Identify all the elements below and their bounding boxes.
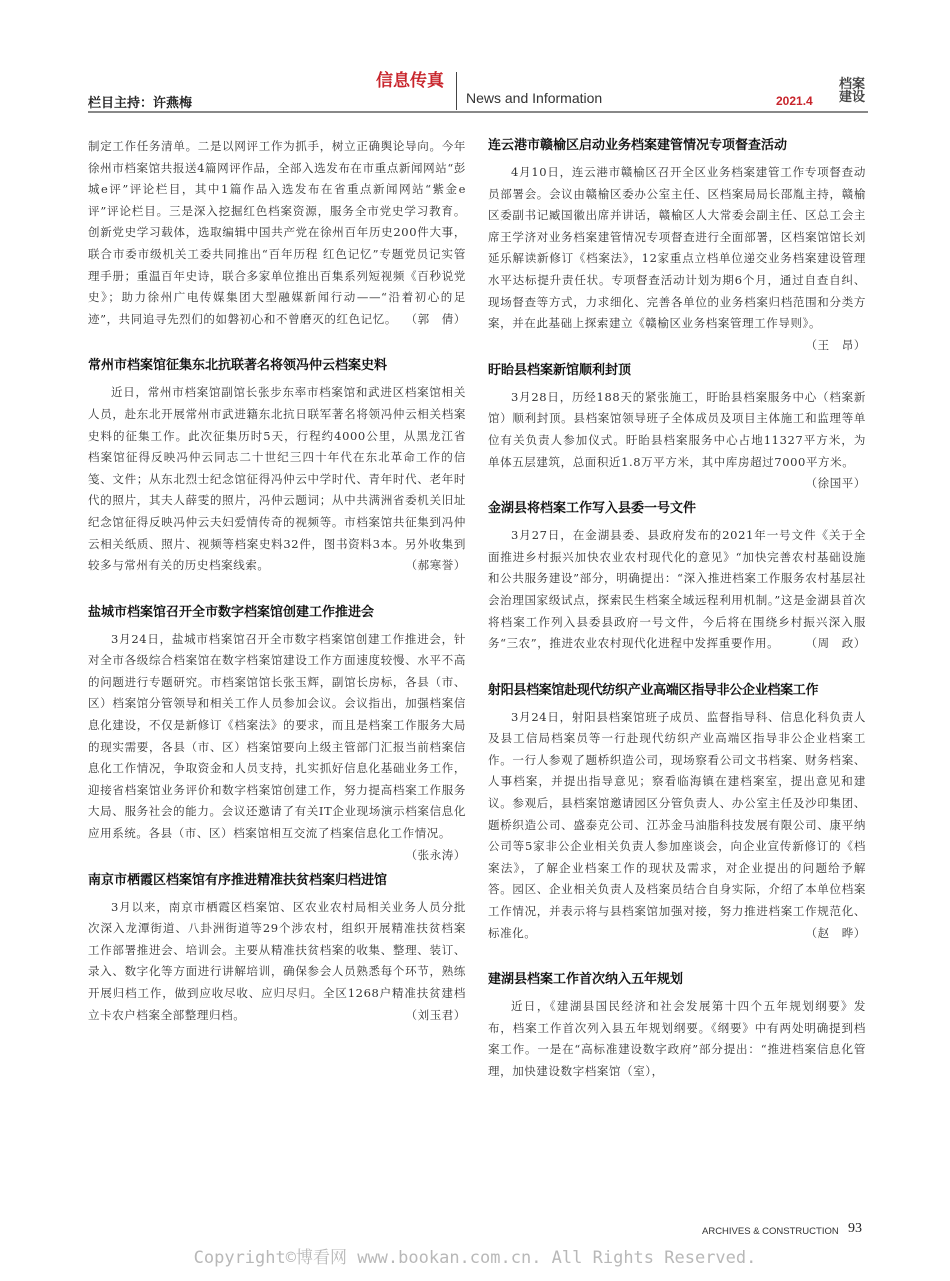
journal-name-en: ARCHIVES & CONSTRUCTION	[702, 1226, 839, 1237]
article-body: 3月27日，在金湖县委、县政府发布的2021年一号文件《关于全面推进乡村振兴加快农业农村现代化的意见》“加快完善农村基础设施和公共服务建设”部分，明确提出：“深入推进档案工作服务农村基层社会治理国家级试点，探索民生档案全域远程利用机制。”这是金湖县首次将档案工作列入县委县政府一号文件，今后将在围绕乡村振兴深入服务“三农”，推进农业农村现代化进程中发挥重要作用。 （周 政）	[488, 525, 866, 655]
column-editor: 栏目主持：许燕梅	[88, 96, 193, 111]
header-separator	[456, 72, 457, 110]
header-rule	[88, 111, 868, 113]
article	[88, 136, 466, 330]
article-headline: 常州市档案馆征集东北抗联著名将领冯仲云档案史料	[88, 358, 388, 374]
article-author: （王 昂）	[805, 337, 866, 352]
logo-line-2: 建设	[838, 90, 865, 105]
section-title: 信息传真	[376, 71, 444, 91]
article	[488, 681, 866, 945]
issue-date: 2021.4	[776, 94, 813, 108]
article-author: （郝寒誉）	[405, 558, 466, 573]
article-body: 4月10日，连云港市赣榆区召开全区业务档案建管工作专项督查动员部署会。会议由赣榆区委办公室主任、区档案局局长邵胤主持，赣榆区委副书记臧国徽出席并讲话，赣榆区人大常委会副主任、区总工会主席王学济对业务档案建管情况专项督查进行全面部署，区档案馆馆长刘延乐解读新修订《档案法》，12家重点立档单位递交业务档案建设管理水平达标提升责任状。专项督查活动计划为期6个月，通过自查自纠、现场督查等方式，力求细化、完善各单位的业务档案归档范围和分类方案，并在此基础上探索建立《赣榆区业务档案管理工作导则》。 （王 昂）	[488, 162, 866, 335]
article-author: （徐国平）	[805, 476, 866, 491]
article	[88, 871, 466, 1027]
article-body: 制定工作任务清单。二是以网评工作为抓手，树立正确舆论导向。今年徐州市档案馆共报送4篇网评作品，全部入选发布在市重点新闻网站“彭城e评”评论栏目，其中1篇作品入选发布在省重点新闻网站“紫金e评”评论栏目。三是深入挖掘红色档案资源，服务全市党史学习教育。创新党史学习载体，选取编辑中国共产党在徐州百年历史200件大事，联合市委市级机关工委共同推出“百年历程 红色记忆”专题党员记实管理手册；重温百年史诗，联合多家单位推出百集系列短视频《百秒说党史》；助力徐州广电传媒集团大型融媒新闻行动——“沿着初心的足迹”，共同追寻先烈们的如磐初心和不曾磨灭的红色记忆。 （郭 倩）	[88, 136, 466, 330]
article-author: （张永涛）	[405, 847, 466, 862]
article	[488, 136, 866, 352]
article-headline: 盱眙县档案新馆顺利封顶	[488, 362, 632, 378]
article-body: 近日，《建湖县国民经济和社会发展第十四个五年规划纲要》发布，档案工作首次列入县五年规划纲要。《纲要》中有两处明确提到档案工作。一是在“高标准建设数字政府”部分提出：“推进档案信息化管理，加快建设数字档案馆（室），	[488, 999, 866, 1078]
article-author: （赵 晔）	[805, 925, 866, 940]
article-body: 3月24日，射阳县档案馆班子成员、监督指导科、信息化科负责人及县工信局档案员等一行赴现代纺织产业高端区指导非公企业档案工作。一行人参观了题桥织造公司，现场察看公司文书档案、财务档案、人事档案，并提出指导意见；察看临海镇在建档案室，提出意见和建议。参观后，县档案馆邀请园区分管负责人、办公室主任及沙印集团、题桥织造公司、盛泰克公司、江苏金马油脂科技发展有限公司、康平纳公司等5家非公企业相关负责人参加座谈会，向企业宣传新修订的《档案法》，了解企业档案工作的现状及需求，对企业提出的问题给予解答。园区、企业相关负责人及档案员结合自身实际，介绍了本单位档案工作情况，并表示将与县档案馆加强对接，努力推进档案工作规范化、标准化。 （赵 晔）	[488, 707, 866, 945]
article	[488, 970, 866, 1082]
article-headline: 射阳县档案馆赴现代纺织产业高端区指导非公企业档案工作	[488, 682, 819, 698]
page-header	[0, 0, 950, 118]
article-headline: 南京市栖霞区档案馆有序推进精准扶贫档案归档进馆	[88, 872, 388, 888]
article-body: 3月以来，南京市栖霞区档案馆、区农业农村局相关业务人员分批次深入龙潭街道、八卦洲街道等29个涉农村，组织开展精准扶贫档案工作部署推进会、培训会。主要从精准扶贫档案的收集、整理、装订、录入、数字化等方面进行讲解培训，确保参会人员熟悉每个环节，熟练开展归档工作，做到应收尽收、应归尽归。全区1268户精准扶贫建档立卡农户档案全部整理归档。 （刘玉君）	[88, 897, 466, 1027]
article-headline: 金湖县将档案工作写入县委一号文件	[488, 501, 697, 517]
left-column	[88, 136, 466, 1052]
copyright-notice: Copyright©博看网 www.bookan.com.cn. All Rights Reserved.	[193, 1248, 757, 1268]
article-author: （周 政）	[805, 636, 866, 651]
article-headline: 连云港市赣榆区启动业务档案建管情况专项督查活动	[488, 138, 788, 153]
article	[88, 356, 466, 576]
right-column	[488, 136, 866, 1109]
page-number: 93	[848, 1221, 862, 1236]
article-author: （郭 倩）	[405, 311, 466, 326]
article-headline: 建湖县档案工作首次纳入五年规划	[488, 972, 684, 988]
article-author: （刘玉君）	[405, 1007, 466, 1022]
article	[88, 603, 466, 862]
article-body: 近日，常州市档案馆副馆长张步东率市档案馆和武进区档案馆相关人员，赴东北开展常州市武进籍东北抗日联军著名将领冯仲云相关档案史料的征集工作。此次征集历时5天，行程约4000公里，从黑龙江省档案馆征得反映冯仲云同志二十世纪三四十年代在东北革命工作的信笺、文件；从东北烈士纪念馆征得冯仲云中学时代、青年时代、老年时代的照片，其夫人薛雯的照片，冯仲云题词；从中共满洲省委机关旧址纪念馆征得反映冯仲云夫妇爱情传奇的视频等。市档案馆共征集到冯仲云相关纸质、照片、视频等档案史料32件，图书资料3本。另外收集到较多与常州有关的历史档案线索。 （郝寒誉）	[88, 382, 466, 576]
journal-logo	[835, 78, 869, 104]
article	[488, 361, 866, 491]
section-title-en: News and Information	[466, 90, 603, 106]
article-body: 3月28日，历经188天的紧张施工，盱眙县档案服务中心（档案新馆）顺利封顶。县档案馆领导班子全体成员及项目主体施工和监理等单位有关负责人参加仪式。盱眙县档案服务中心占地11327平方米，为单体五层建筑，总面积近1.8万平方米，其中库房超过7000平方米。 （徐国平）	[488, 387, 866, 473]
article-headline: 盐城市档案馆召开全市数字档案馆创建工作推进会	[88, 604, 375, 620]
logo-line-1: 档案	[838, 77, 865, 92]
article	[488, 499, 866, 655]
article-body: 3月24日，盐城市档案馆召开全市数字档案馆创建工作推进会，针对全市各级综合档案馆在数字档案馆建设工作方面速度较慢、水平不高的问题进行专题研究。市档案馆馆长张玉辉，副馆长房标，各县（市、区）档案馆分管领导和相关工作人员参加会议。会议指出，加强档案信息化建设，不仅是新修订《档案法》的要求，而且是档案工作服务大局的现实需要，各县（市、区）档案馆要向上级主管部门汇报当前档案信息化工作情况，争取资金和人员支持，扎实抓好信息化基础业务工作，迎接省档案馆业务评价和数字档案馆创建工作，努力提高档案工作服务大局、服务社会的能力。会议还邀请了有关IT企业现场演示档案信息化应用系统。各县（市、区）档案馆相互交流了档案信息化工作情况。 （张永涛）	[88, 629, 466, 845]
